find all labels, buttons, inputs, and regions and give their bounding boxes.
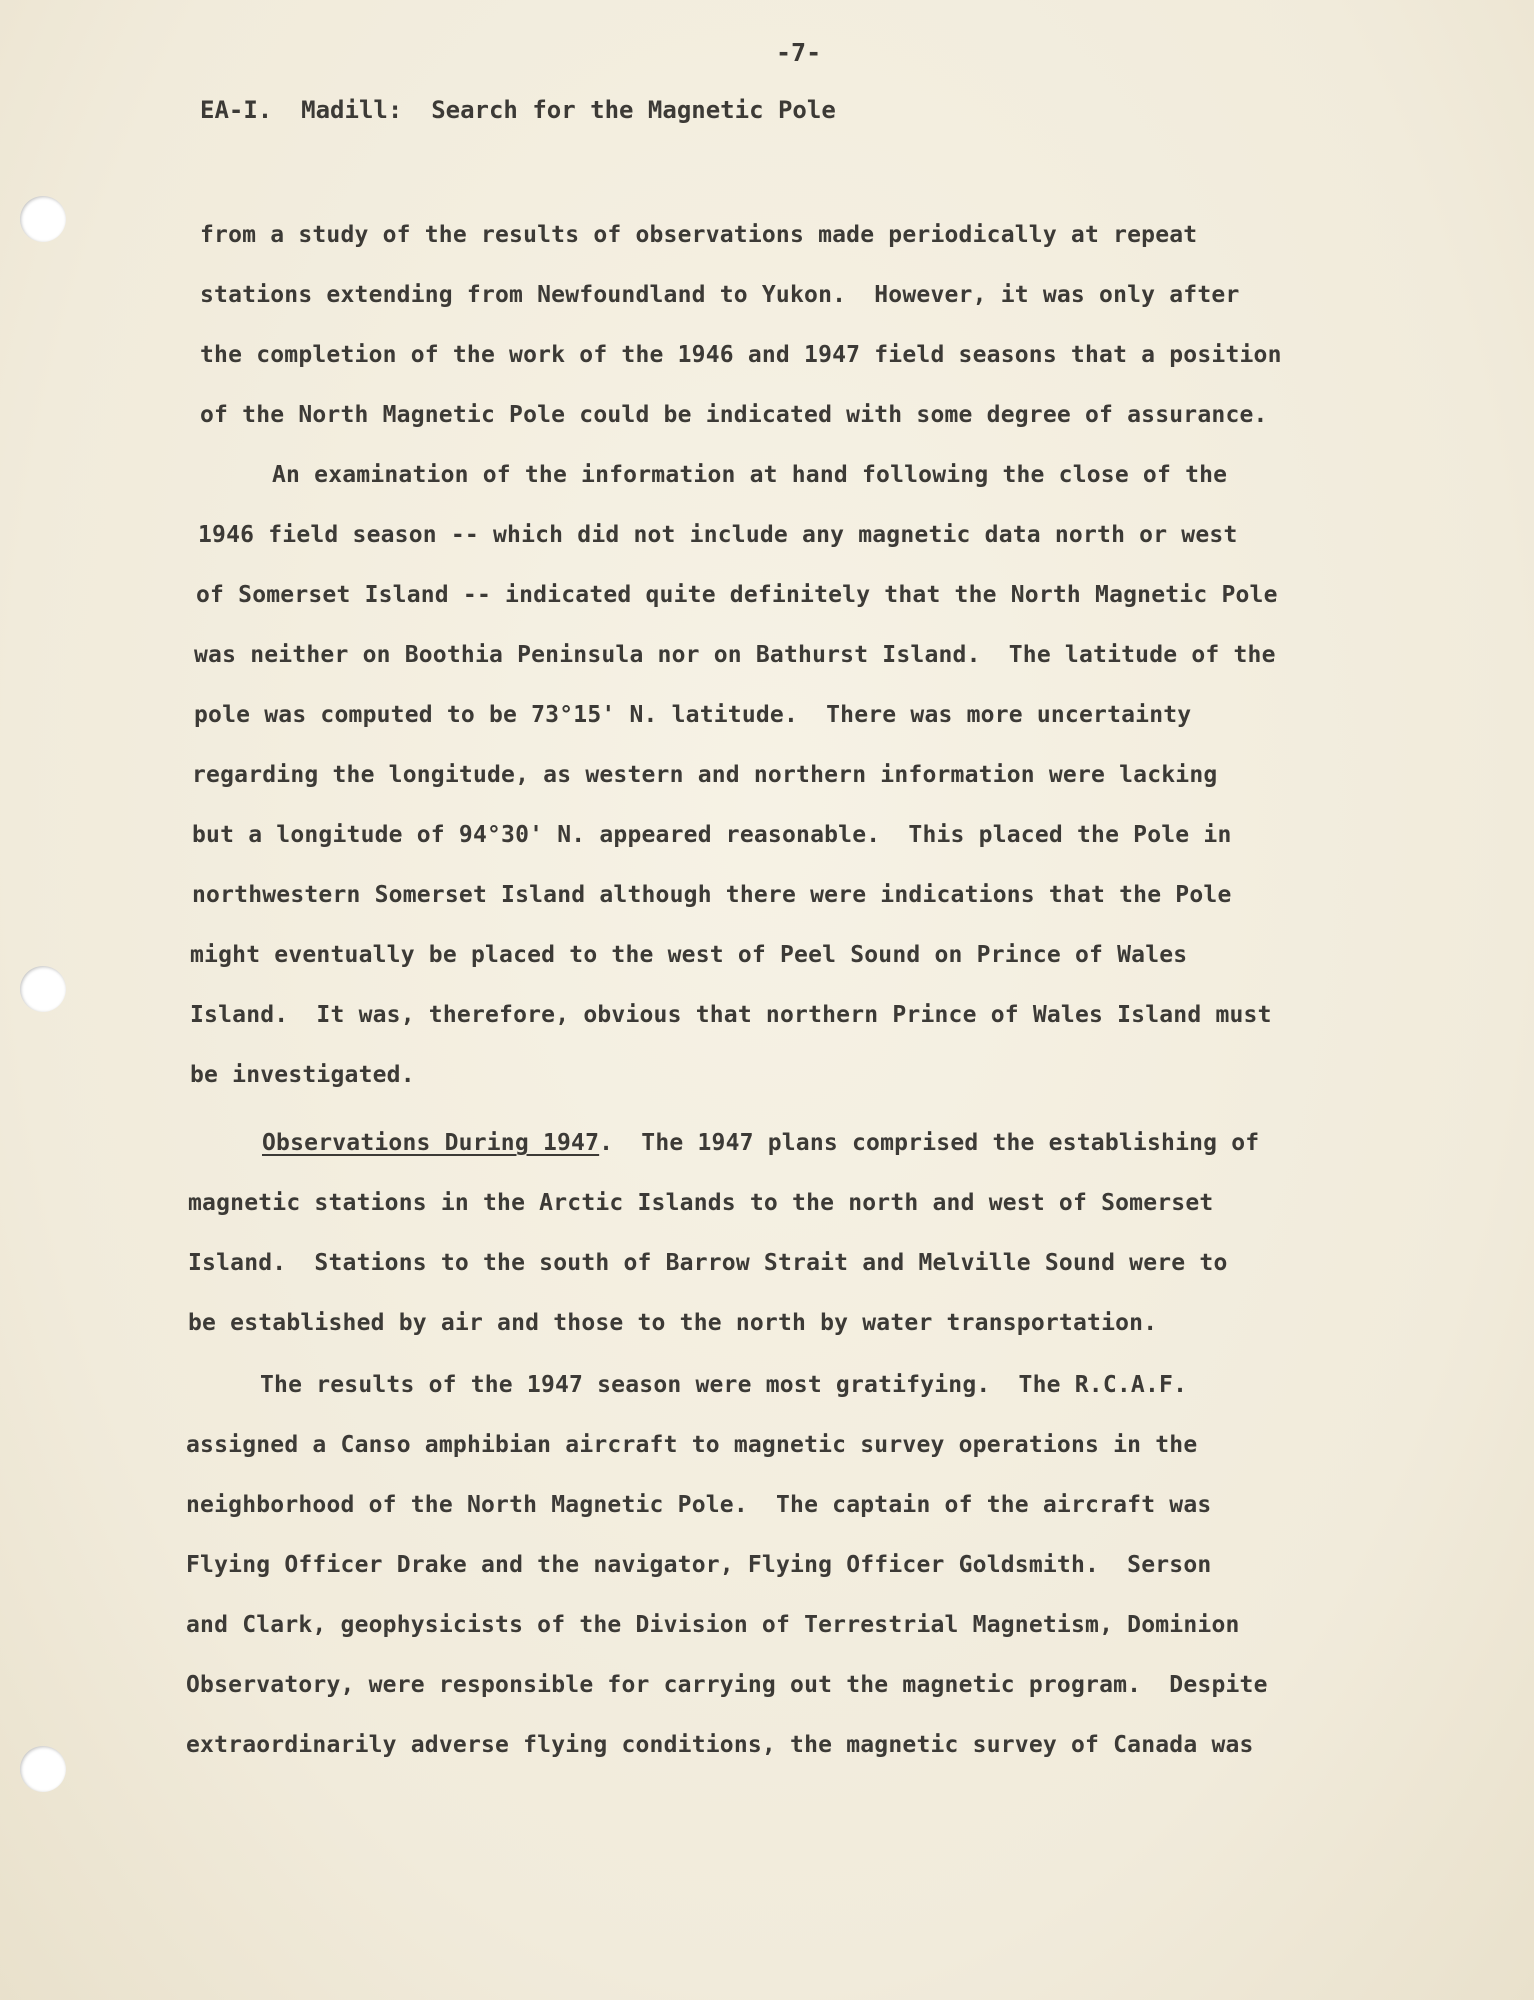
body-line: Island. Stations to the south of Barrow Strait and Melville Sound were to <box>188 1250 1228 1276</box>
body-line: might eventually be placed to the west of Peel Sound on Prince of Wales <box>190 942 1188 968</box>
body-line: stations extending from Newfoundland to Yukon. However, it was only after <box>200 282 1240 308</box>
binder-hole <box>20 966 66 1012</box>
body-line: Flying Officer Drake and the navigator, Flying Officer Goldsmith. Serson <box>186 1552 1212 1578</box>
body-line: was neither on Boothia Peninsula nor on Bathurst Island. The latitude of the <box>194 642 1276 668</box>
body-line: magnetic stations in the Arctic Islands to the north and west of Somerset <box>188 1190 1214 1216</box>
body-line: pole was computed to be 73°15' N. latitude. There was more uncertainty <box>194 702 1192 728</box>
body-line: extraordinarily adverse flying conditions, the magnetic survey of Canada was <box>186 1732 1254 1758</box>
section-first-line-text: . The 1947 plans comprised the establishing of <box>599 1130 1260 1156</box>
body-line: of the North Magnetic Pole could be indicated with some degree of assurance. <box>200 402 1268 428</box>
section-first-line <box>262 1130 1259 1156</box>
body-line: be established by air and those to the north by water transportation. <box>188 1310 1158 1336</box>
section-heading: Observations During 1947 <box>262 1130 600 1156</box>
body-line: be investigated. <box>190 1062 415 1088</box>
binder-hole <box>20 196 66 242</box>
body-line: Island. It was, therefore, obvious that northern Prince of Wales Island must <box>190 1002 1272 1028</box>
body-line: of Somerset Island -- indicated quite definitely that the North Magnetic Pole <box>196 582 1278 608</box>
body-line: neighborhood of the North Magnetic Pole. The captain of the aircraft was <box>186 1492 1212 1518</box>
running-head: EA-I. Madill: Search for the Magnetic Pole <box>200 96 836 124</box>
body-line: the completion of the work of the 1946 and 1947 field seasons that a position <box>200 342 1282 368</box>
binder-hole <box>20 1746 66 1792</box>
page-number: -7- <box>776 38 822 67</box>
paragraph-first-line: An examination of the information at hand following the close of the <box>272 462 1228 488</box>
body-line: Observatory, were responsible for carrying out the magnetic program. Despite <box>186 1672 1268 1698</box>
body-line: northwestern Somerset Island although there were indications that the Pole <box>192 882 1232 908</box>
body-line: and Clark, geophysicists of the Division of Terrestrial Magnetism, Dominion <box>186 1612 1240 1638</box>
body-line: assigned a Canso amphibian aircraft to magnetic survey operations in the <box>186 1432 1198 1458</box>
paragraph-first-line: The results of the 1947 season were most gratifying. The R.C.A.F. <box>260 1372 1188 1398</box>
body-line: from a study of the results of observations made periodically at repeat <box>200 222 1198 248</box>
body-line: but a longitude of 94°30' N. appeared reasonable. This placed the Pole in <box>192 822 1232 848</box>
body-line: regarding the longitude, as western and northern information were lacking <box>192 762 1218 788</box>
body-line: 1946 field season -- which did not include any magnetic data north or west <box>198 522 1238 548</box>
